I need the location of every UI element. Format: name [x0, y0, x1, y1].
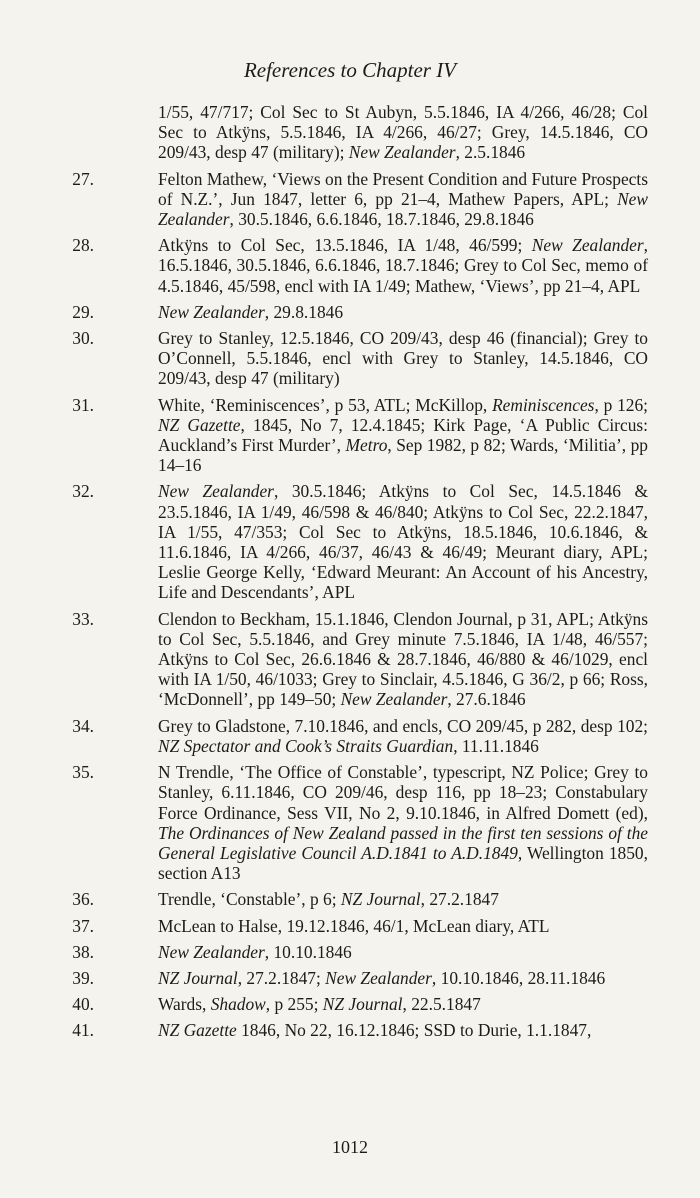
reference-number: 31.	[72, 394, 94, 415]
reference-number: 34.	[72, 715, 94, 736]
reference-number: 27.	[72, 168, 94, 189]
reference-text: New Zealander, 29.8.1846	[158, 301, 344, 322]
reference-text: New Zealander, 30.5.1846; Atkÿns to Col Sec, 14.5.1846 & 23.5.1846, IA 1/49, 46/598 & 46/840; Atkÿns to Col Sec, 22.2.1847, IA 1/55, 47/353; Col Sec to Atkÿns, 18.5.1846, 10.6.1846, & 11.6.1846, IA 4/266, 46/37, 46/43 & 46/49; Meurant diary, APL; Leslie George Kelly, ‘Edward Meurant: An Account of his Ancestry, Life and Descendants’, APL	[158, 481, 648, 603]
reference-entry	[72, 762, 648, 884]
reference-entry	[72, 608, 648, 710]
reference-entry	[112, 102, 648, 163]
reference-entry	[72, 1020, 648, 1041]
reference-text: New Zealander, 10.10.1846	[158, 941, 352, 962]
reference-text: 1/55, 47/717; Col Sec to St Aubyn, 5.5.1846, IA 4/266, 46/28; Col Sec to Atkÿns, 5.5.1846, IA 4/266, 46/27; Grey, 14.5.1846, CO 209/43, desp 47 (military); New Zealander, 2.5.1846	[158, 102, 648, 163]
reference-text: Grey to Stanley, 12.5.1846, CO 209/43, desp 46 (financial); Grey to O’Connell, 5.5.1846, encl with Grey to Stanley, 14.5.1846, CO 209/43, desp 47 (military)	[158, 328, 648, 389]
reference-number: 32.	[72, 481, 94, 502]
reference-text: Trendle, ‘Constable’, p 6; NZ Journal, 27.2.1847	[158, 889, 499, 910]
reference-text: Atkÿns to Col Sec, 13.5.1846, IA 1/48, 46/599; New Zealander, 16.5.1846, 30.5.1846, 6.6.1846, 18.7.1846; Grey to Col Sec, memo of 4.5.1846, 45/598, encl with IA 1/49; Mathew, ‘Views’, pp 21–4, APL	[158, 235, 648, 296]
reference-entry	[72, 168, 648, 230]
reference-entry	[72, 889, 648, 910]
reference-number: 38.	[72, 941, 94, 962]
reference-number: 29.	[72, 301, 94, 322]
reference-number: 39.	[72, 967, 94, 988]
reference-entry	[72, 915, 648, 936]
reference-number: 28.	[72, 235, 94, 256]
page-number: 1012	[332, 1137, 368, 1157]
reference-entry	[72, 394, 649, 476]
reference-list	[72, 102, 649, 1047]
running-head: References to Chapter IV	[243, 58, 457, 82]
reference-entry	[72, 994, 648, 1015]
reference-text: Clendon to Beckham, 15.1.1846, Clendon Journal, p 31, APL; Atkÿns to Col Sec, 5.5.1846, and Grey minute 7.5.1846, IA 1/48, 46/557; Atkÿns to Col Sec, 26.6.1846 & 28.7.1846, 46/880 & 46/1029, encl with IA 1/50, 46/1033; Grey to Sinclair, 4.5.1846, G 36/2, p 66; Ross, ‘McDonnell’, pp 149–50; New Zealander, 27.6.1846	[158, 608, 648, 710]
reference-text: NZ Journal, 27.2.1847; New Zealander, 10.10.1846, 28.11.1846	[158, 967, 606, 988]
reference-text: Felton Mathew, ‘Views on the Present Condition and Future Prospects of N.Z.’, Jun 1847, letter 6, pp 21–4, Mathew Papers, APL; New Zealander, 30.5.1846, 6.6.1846, 18.7.1846, 29.8.1846	[158, 168, 648, 230]
reference-number: 41.	[72, 1020, 94, 1041]
reference-number: 37.	[72, 915, 94, 936]
reference-entry	[72, 967, 648, 988]
reference-text: N Trendle, ‘The Office of Constable’, typescript, NZ Police; Grey to Stanley, 6.11.1846, CO 209/46, desp 116, pp 18–23; Constabulary Force Ordinance, Sess VII, No 2, 9.10.1846, in Alfred Domett (ed), The Ordinances of New Zealand passed in the first ten sessions of the General Legislative Council A.D.1841 to A.D.1849, Wellington 1850, section A13	[158, 762, 648, 884]
reference-text: Grey to Gladstone, 7.10.1846, and encls, CO 209/45, p 282, desp 102; NZ Spectator and Cook’s Straits Guardian, 11.11.1846	[158, 715, 648, 756]
reference-entry	[72, 328, 648, 389]
reference-entry	[72, 301, 648, 322]
reference-number: 40.	[72, 994, 94, 1015]
reference-number: 36.	[72, 889, 94, 910]
reference-entry	[72, 715, 648, 756]
reference-text: White, ‘Reminiscences’, p 53, ATL; McKillop, Reminiscences, p 126; NZ Gazette, 1845, No 7, 12.4.1845; Kirk Page, ‘A Public Circus: Auckland’s First Murder’, Metro, Sep 1982, p 82; Wards, ‘Militia’, pp 14–16	[158, 394, 649, 476]
reference-number: 33.	[72, 608, 94, 629]
reference-text: NZ Gazette 1846, No 22, 16.12.1846; SSD to Durie, 1.1.1847,	[158, 1020, 592, 1041]
reference-text: Wards, Shadow, p 255; NZ Journal, 22.5.1847	[158, 994, 481, 1015]
reference-number: 35.	[72, 762, 94, 783]
reference-entry	[72, 481, 648, 603]
reference-entry	[72, 235, 648, 296]
reference-text: McLean to Halse, 19.12.1846, 46/1, McLean diary, ATL	[158, 915, 550, 936]
reference-number: 30.	[72, 328, 94, 349]
reference-entry	[72, 941, 648, 962]
